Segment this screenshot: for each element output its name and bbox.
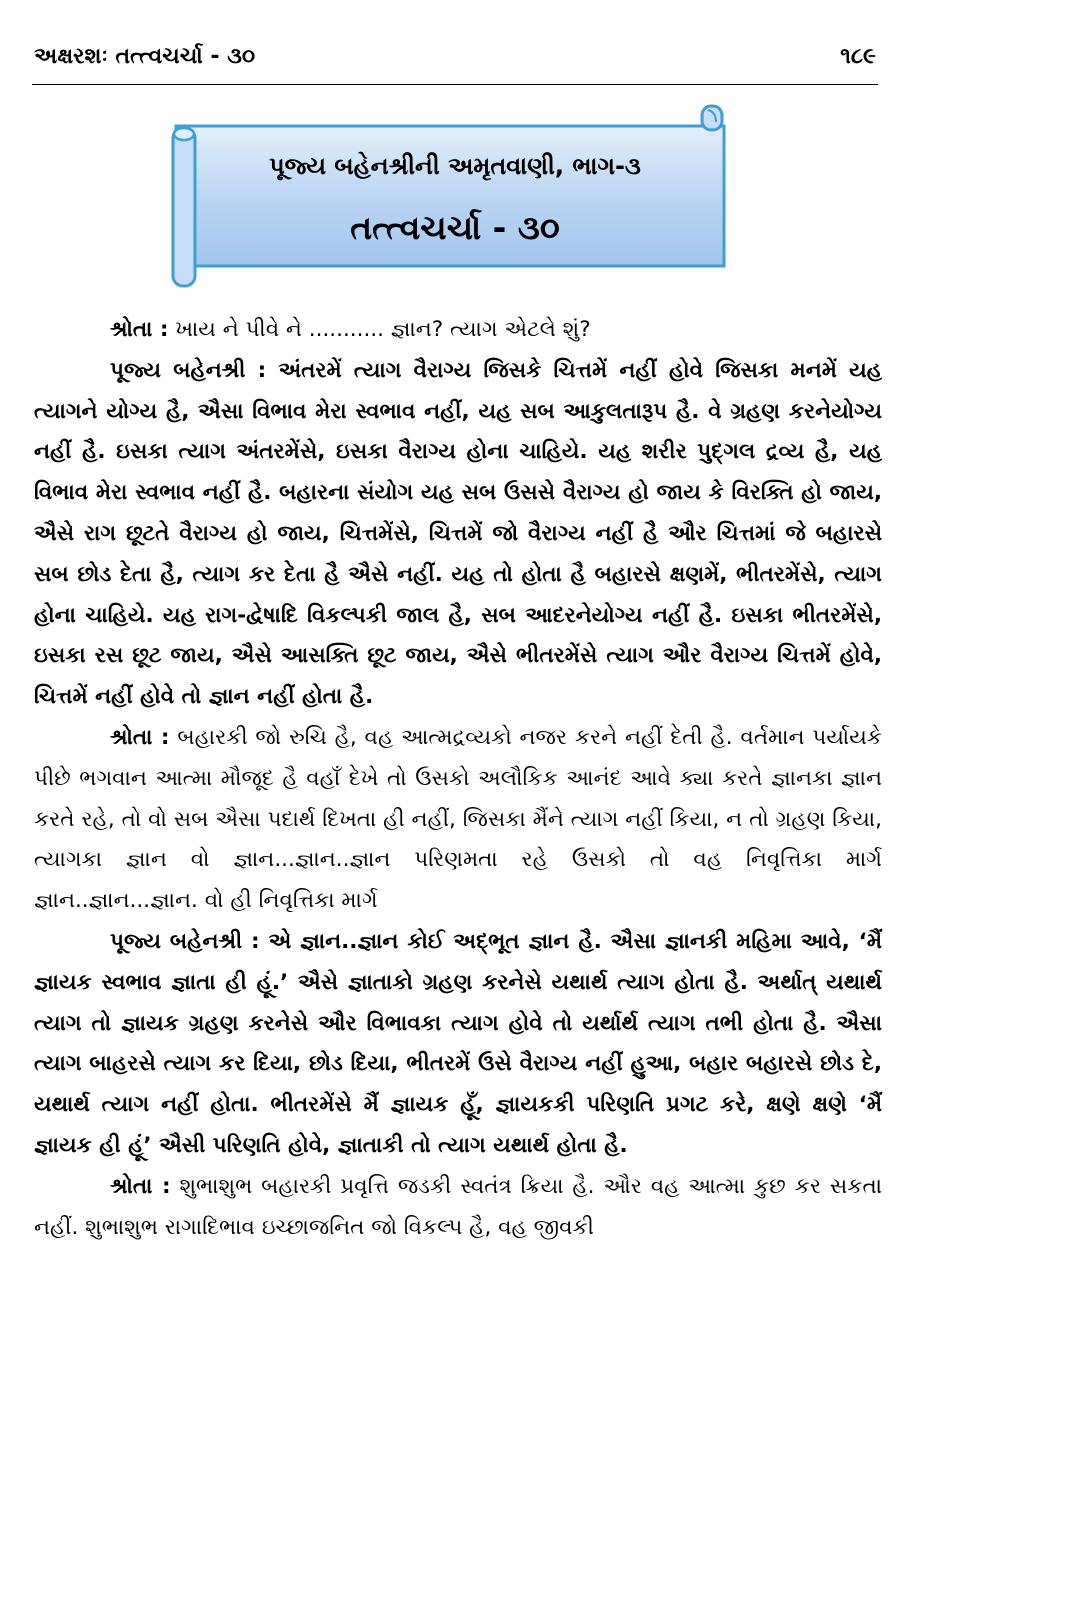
paragraph-text: શુભાશુભ બહારકી પ્રવૃત્તિ જડકી સ્વતંત્ર ક્રિયા હૈ. ઔર વહ આત્મા કુછ કર સકતા નહીં. શુભાશુભ રાગાદિભાવ ઇચ્છાજનિત જો વિકલ્પ હૈ, વહ જીવકી <box>34 1173 882 1240</box>
body-text <box>34 310 882 1248</box>
paragraph-text: અંતરમેં ત્યાગ વૈરાગ્ય જિસકે ચિત્તમેં નહીં હોવે જિસકા મનમેં યહ ત્યાગને યોગ્ય હૈ, ઐસા વિભાવ મેરા સ્વભાવ નહીં, યહ સબ આકુલતારૂપ હૈ. વે ગ્રહણ કરનેયોગ્ય નહીં હૈ. ઇસકા ત્યાગ અંતરમેંસે, ઇસકા વૈરાગ્ય હોના ચાહિયે. યહ શરીર પુદ્ગલ દ્રવ્ય હૈ, યહ વિભાવ મેરા સ્વભાવ નહીં હૈ. બહારના સંયોગ યહ સબ ઉસસે વૈરાગ્ય હો જાય કે વિરક્તિ હો જાય, ઐસે રાગ છૂટતે વૈરાગ્ય હો જાય, ચિત્તમેંસે, ચિત્તમેં જો વૈરાગ્ય નહીં હૈ ઔર ચિત્તમાં જે બહારસે સબ છોડ દેતા હૈ, ત્યાગ કર દેતા હૈ ઐસે નહીં. યહ તો હોતા હૈ બહારસે ક્ષણમેં, ભીતરમેંસે, ત્યાગ હોના ચાહિયે. યહ રાગ-દ્વેષાદિ વિકલ્પકી જાલ હૈ, સબ આદરનેયોગ્ય નહીં હૈ. ઇસકા ભીતરમેંસે, ઇસકા રસ છૂટ જાય, ઐસે આસક્તિ છૂટ જાય, ઐસે ભીતરમેંસે ત્યાગ ઔર વૈરાગ્ય ચિત્તમેં હોવે, ચિત્તમેં નહીં હોવે તો જ્ઞાન નહીં હોતા હૈ. <box>34 357 882 710</box>
scroll-right-roll <box>702 106 722 130</box>
header-rule <box>32 84 878 85</box>
speaker-label: શ્રોતા : <box>110 724 170 750</box>
speaker-label: પૂજ્ય બહેનશ્રી : <box>110 928 260 954</box>
paragraph-bahenshri-1 <box>34 351 882 718</box>
scroll-banner <box>168 100 730 292</box>
banner-subtitle: પૂજ્ય બહેનશ્રીની અમૃતવાણી, ભાગ-૩ <box>269 152 641 180</box>
paragraph-bahenshri-2 <box>34 922 882 1167</box>
paragraph-listener-3 <box>34 1167 882 1249</box>
banner-title: તત્ત્વચર્ચા - ૩૦ <box>350 208 560 247</box>
paragraph-listener-1 <box>34 310 882 351</box>
page-number: ૧૮૯ <box>840 44 876 69</box>
paragraph-text: એ જ્ઞાન..જ્ઞાન કોઈ અદ્ભૂત જ્ઞાન હૈ. ઐસા જ્ઞાનકી મહિમા આવે, ‘મૈં જ્ઞાયક સ્વભાવ જ્ઞાતા હી હૂં.’ ઐસે જ્ઞાતાકો ગ્રહણ કરનેસે યથાર્થ ત્યાગ હોતા હૈ. અર્થાત્ યથાર્થ ત્યાગ તો જ્ઞાયક ગ્રહણ કરનેસે ઔર વિભાવકા ત્યાગ હોવે તો યર્થાર્થ ત્યાગ તભી હોતા હૈ. ઐસા ત્યાગ બાહરસે ત્યાગ કર દિયા, છોડ દિયા, ભીતરમેં ઉસે વૈરાગ્ય નહીં હુઆ, બહાર બહારસે છોડ દે, યથાર્થ ત્યાગ નહીં હોતા. ભીતરમેંસે મૈં જ્ઞાયક હૂઁ, જ્ઞાયકકી પરિણતિ પ્રગટ કરે, ક્ષણે ક્ષણે ‘મૈં જ્ઞાયક હી હૂં’ ઐસી પરિણતિ હોવે, જ્ઞાતાકી તો ત્યાગ યથાર્થ હોતા હૈ. <box>34 928 882 1158</box>
paragraph-listener-2 <box>34 718 882 922</box>
running-title: અક્ષરશઃ તત્ત્વચર્ચા - ૩૦ <box>34 44 256 69</box>
speaker-label: શ્રોતા : <box>110 1173 171 1199</box>
page-header <box>34 44 876 84</box>
paragraph-text: બહારકી જો રુચિ હૈ, વહ આત્મદ્રવ્યકો નજર કરને નહીં દેતી હૈ. વર્તમાન પર્યાયકે પીછે ભગવાન આત્મા મૌજૂદ હૈ વહાઁ દેખે તો ઉસકો અલૌકિક આનંદ આવે ક્યા કરતે જ્ઞાનકા જ્ઞાન કરતે રહે, તો વો સબ ઐસા પદાર્થ દિખતા હી નહીં, જિસકા મૈંને ત્યાગ નહીં કિયા, ન તો ગ્રહણ કિયા, ત્યાગકા જ્ઞાન વો જ્ઞાન...જ્ઞાન..જ્ઞાન પરિણમતા રહે ઉસકો તો વહ નિવૃત્તિકા માર્ગ જ્ઞાન..જ્ઞાન...જ્ઞાન. વો હી નિવૃત્તિકા માર્ગ <box>34 724 882 914</box>
paragraph-text: ખાય ને પીવે ને ........... જ્ઞાન? ત્યાગ એટલે શું? <box>175 317 591 342</box>
speaker-label: પૂજ્ય બહેનશ્રી : <box>110 357 267 383</box>
speaker-label: શ્રોતા : <box>110 317 169 342</box>
scroll-banner-graphic <box>168 100 730 292</box>
